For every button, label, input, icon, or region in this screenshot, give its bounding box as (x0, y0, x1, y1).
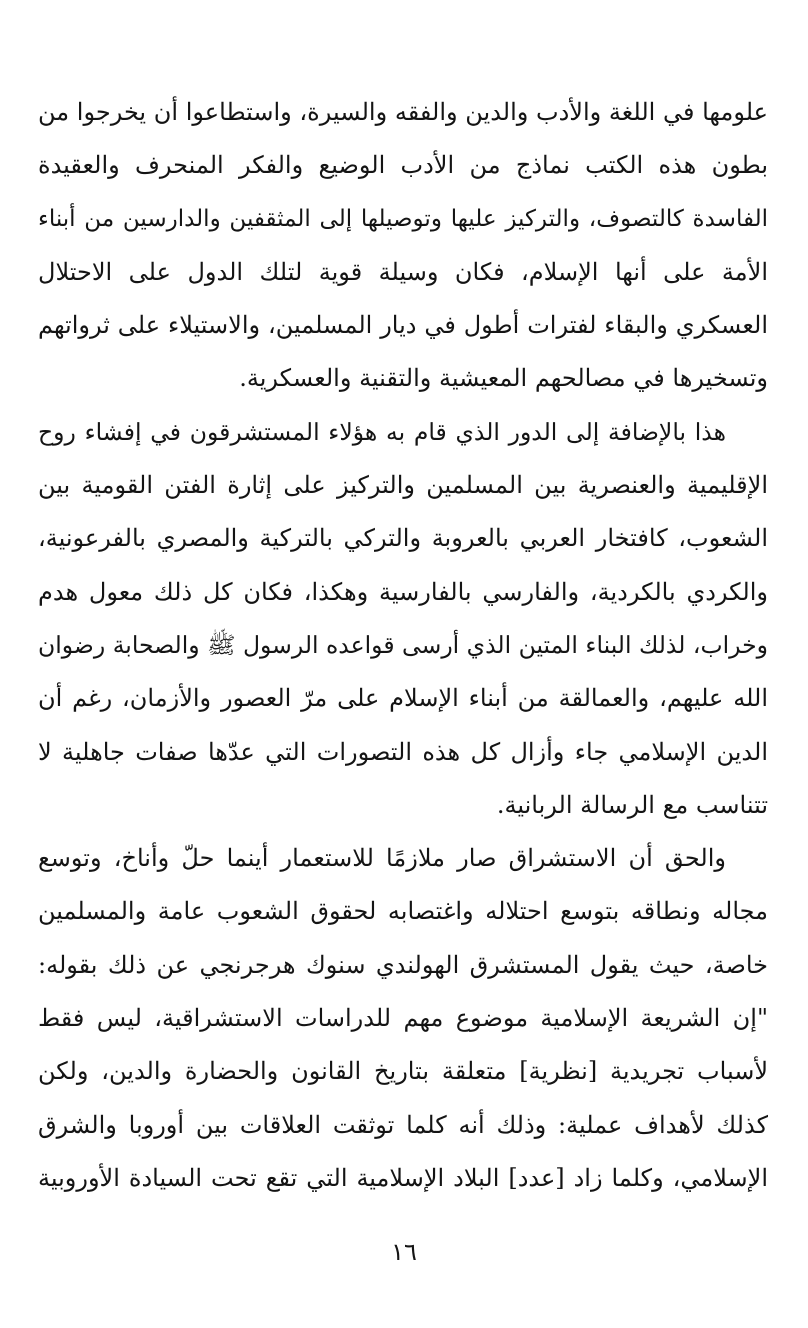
text-line: بطون هذه الكتب نماذج من الأدب الوضيع والفكر المنحرف والعقيدة (38, 151, 768, 180)
text-line: الإقليمية والعنصرية بين المسلمين والتركيز على إثارة الفتن القومية بين (38, 471, 768, 500)
text-line: الأمة على أنها الإسلام، فكان وسيلة قوية لتلك الدول على الاحتلال (38, 257, 768, 286)
text-line: العسكري والبقاء لفترات أطول في ديار المسلمين، والاستيلاء على ثرواتهم (38, 311, 768, 340)
page-number: ١٦ (391, 1238, 417, 1266)
text-line: كذلك لأهداف عملية: وذلك أنه كلما توثقت العلاقات بين أوروبا والشرق (38, 1110, 768, 1139)
text-line: الشعوب، كافتخار العربي بالعروبة والتركي بالتركية والمصري بالفرعونية، (38, 524, 768, 553)
text-line: وخراب، لذلك البناء المتين الذي أرسى قواعده الرسول ﷺ والصحابة رضوان (38, 630, 768, 659)
text-line: تتناسب مع الرسالة الربانية. (496, 790, 768, 819)
text-line: الله عليهم، والعمالقة من أبناء الإسلام على مرّ العصور والأزمان، رغم أن (38, 684, 768, 713)
text-line: علومها في اللغة والأدب والدين والفقه والسيرة، واستطاعوا أن يخرجوا من (38, 98, 768, 126)
text-line: والحق أن الاستشراق صار ملازمًا للاستعمار أينما حلّ وأناخ، وتوسع (38, 844, 726, 873)
text-line: هذا بالإضافة إلى الدور الذي قام به هؤلاء المستشرقون في إفشاء روح (38, 417, 726, 446)
text-line: الفاسدة كالتصوف، والتركيز عليها وتوصيلها إلى المثقفين والدارسين من أبناء (38, 205, 768, 232)
text-line: الإسلامي، وكلما زاد [عدد] البلاد الإسلامية التي تقع تحت السيادة الأوروبية (38, 1163, 768, 1192)
body-text (38, 86, 768, 1205)
text-line: الدين الإسلامي جاء وأزال كل هذه التصورات التي عدّها صفات جاهلية لا (38, 737, 768, 766)
text-line: لأسباب تجريدية [نظرية] متعلقة بتاريخ القانون والحضارة والدين، ولكن (38, 1057, 768, 1086)
text-line: خاصة، حيث يقول المستشرق الهولندي سنوك هرجرنجي عن ذلك بقوله: (38, 950, 768, 979)
text-line: "إن الشريعة الإسلامية موضوع مهم للدراسات الاستشراقية، ليس فقط (38, 1004, 768, 1033)
text-line: وتسخيرها في مصالحهم المعيشية والتقنية والعسكرية. (239, 364, 768, 393)
text-line: مجاله ونطاقه بتوسع احتلاله واغتصابه لحقوق الشعوب عامة والمسلمين (38, 897, 768, 926)
text-line: والكردي بالكردية، والفارسي بالفارسية وهكذا، فكان كل ذلك معول هدم (38, 577, 768, 606)
